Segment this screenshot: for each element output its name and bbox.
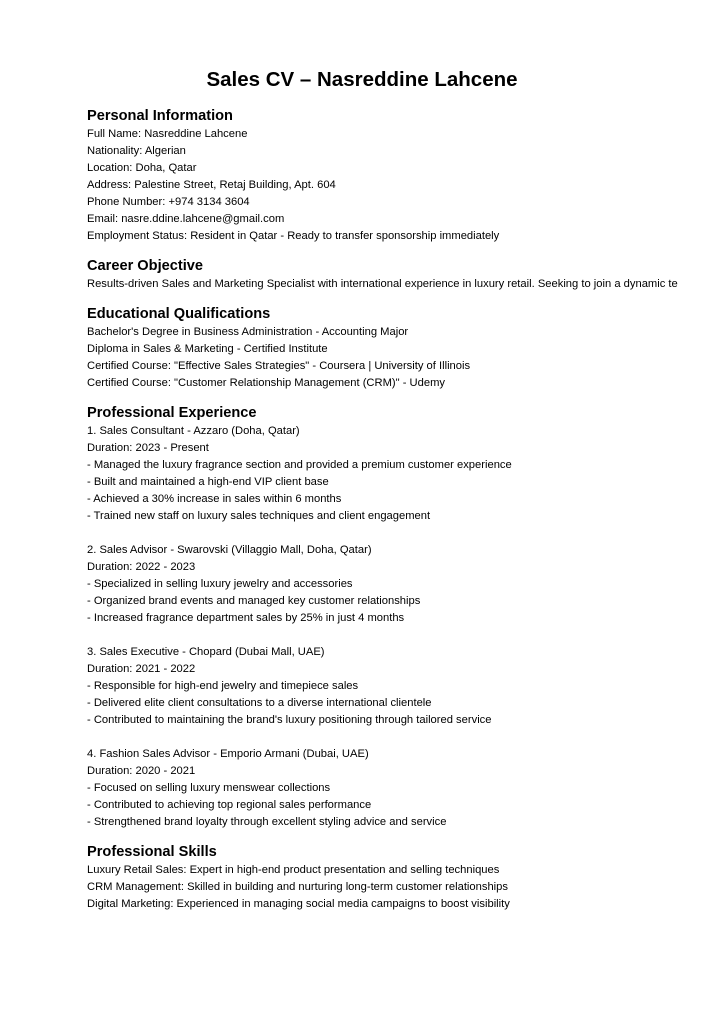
job-point: - Managed the luxury fragrance section and provided a premium customer experience: [87, 459, 512, 471]
job-title: 4. Fashion Sales Advisor - Emporio Armani (Dubai, UAE): [87, 748, 369, 760]
job-point: - Delivered elite client consultations to a diverse international clientele: [87, 697, 432, 709]
education-item: Diploma in Sales & Marketing - Certified Institute: [87, 343, 328, 355]
spacer: [87, 729, 724, 746]
job-point: - Trained new staff on luxury sales techniques and client engagement: [87, 510, 431, 522]
job-title: 1. Sales Consultant - Azzaro (Doha, Qatar): [87, 425, 300, 437]
skill-item: CRM Management: Skilled in building and nurturing long-term customer relationships: [87, 881, 508, 893]
spacer: [87, 392, 724, 403]
education-item: Certified Course: "Effective Sales Strategies" - Coursera | University of Illinois: [87, 360, 471, 372]
spacer: [87, 525, 724, 542]
address-line: Address: Palestine Street, Retaj Building, Apt. 604: [87, 179, 336, 191]
job-point: - Achieved a 30% increase in sales within 6 months: [87, 493, 342, 505]
spacer: [87, 831, 724, 842]
job-point: - Strengthened brand loyalty through excellent styling advice and service: [87, 816, 447, 828]
section-heading: Career Objective: [87, 258, 204, 274]
job-title: 2. Sales Advisor - Swarovski (Villaggio Mall, Doha, Qatar): [87, 544, 372, 556]
section-heading: Professional Skills: [87, 844, 217, 860]
cv-content: [87, 106, 724, 913]
job-entry: [87, 644, 724, 729]
skill-item: Luxury Retail Sales: Expert in high-end product presentation and selling techniques: [87, 864, 500, 876]
section-heading: Professional Experience: [87, 405, 257, 421]
job-point: - Specialized in selling luxury jewelry and accessories: [87, 578, 353, 590]
spacer: [87, 245, 724, 256]
location-line: Location: Doha, Qatar: [87, 162, 197, 174]
email-line: Email: nasre.ddine.lahcene@gmail.com: [87, 213, 285, 225]
education-section: [87, 304, 724, 392]
job-duration: Duration: 2021 - 2022: [87, 663, 196, 675]
job-point: - Contributed to maintaining the brand's luxury positioning through tailored service: [87, 714, 492, 726]
job-entry: [87, 423, 724, 525]
job-entry: [87, 746, 724, 831]
job-duration: Duration: 2020 - 2021: [87, 765, 196, 777]
phone-line: Phone Number: +974 3134 3604: [87, 196, 250, 208]
job-entry: [87, 542, 724, 627]
experience-section: [87, 403, 724, 831]
education-item: Bachelor's Degree in Business Administration - Accounting Major: [87, 326, 409, 338]
job-point: - Responsible for high-end jewelry and timepiece sales: [87, 680, 359, 692]
employment-status-line: Employment Status: Resident in Qatar - Ready to transfer sponsorship immediately: [87, 230, 500, 242]
job-point: - Organized brand events and managed key customer relationships: [87, 595, 421, 607]
spacer: [87, 293, 724, 304]
nationality-line: Nationality: Algerian: [87, 145, 186, 157]
job-point: - Focused on selling luxury menswear collections: [87, 782, 331, 794]
job-title: 3. Sales Executive - Chopard (Dubai Mall, UAE): [87, 646, 325, 658]
skills-section: [87, 842, 724, 913]
job-duration: Duration: 2022 - 2023: [87, 561, 196, 573]
job-point: - Contributed to achieving top regional sales performance: [87, 799, 372, 811]
section-heading: Personal Information: [87, 108, 233, 124]
education-item: Certified Course: "Customer Relationship Management (CRM)" - Udemy: [87, 377, 445, 389]
career-objective-text: Results-driven Sales and Marketing Specialist with international experience in luxury retail. Seeking to join a dynamic te: [87, 278, 678, 290]
career-objective-section: [87, 256, 724, 293]
section-heading: Educational Qualifications: [87, 306, 271, 322]
document-title: Sales CV – Nasreddine Lahcene: [206, 68, 518, 91]
full-name-line: Full Name: Nasreddine Lahcene: [87, 128, 248, 140]
spacer: [87, 627, 724, 644]
job-point: - Increased fragrance department sales by 25% in just 4 months: [87, 612, 405, 624]
job-point: - Built and maintained a high-end VIP client base: [87, 476, 329, 488]
skill-item: Digital Marketing: Experienced in managing social media campaigns to boost visibility: [87, 898, 510, 910]
job-duration: Duration: 2023 - Present: [87, 442, 209, 454]
personal-info-section: [87, 106, 724, 245]
